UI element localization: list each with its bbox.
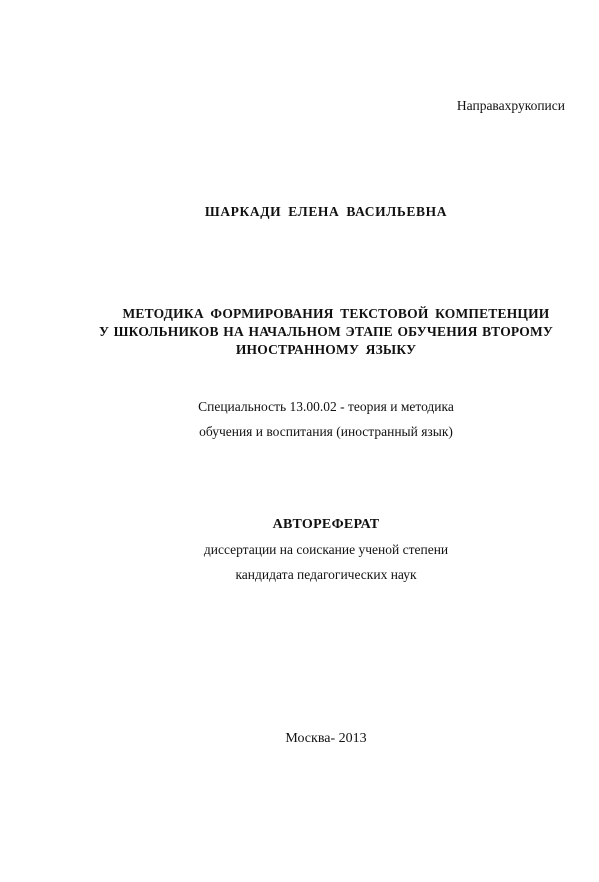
description-line: диссертации на соискание ученой степени <box>203 542 449 557</box>
title-line: У ШКОЛЬНИКОВ НА НАЧАЛЬНОМ ЭТАПЕ ОБУЧЕНИЯ ВТОРОМУ <box>98 324 554 339</box>
copyright-note: Направахрукописи <box>456 98 565 113</box>
title-line: МЕТОДИКА ФОРМИРОВАНИЯ ТЕКСТОВОЙ КОМПЕТЕНЦИИ <box>122 306 550 321</box>
specialty-line: обучения и воспитания (иностранный язык) <box>199 424 453 439</box>
abstract-label: АВТОРЕФЕРАТ <box>272 517 380 532</box>
description-line: кандидата педагогических наук <box>235 567 417 582</box>
title-line: ИНОСТРАННОМУ ЯЗЫКУ <box>235 342 417 357</box>
author-name: ШАРКАДИ ЕЛЕНА ВАСИЛЬЕВНА <box>204 204 448 219</box>
city-year: Москва- 2013 <box>285 731 367 746</box>
specialty-line: Специальность 13.00.02 - теория и методика <box>198 399 454 414</box>
